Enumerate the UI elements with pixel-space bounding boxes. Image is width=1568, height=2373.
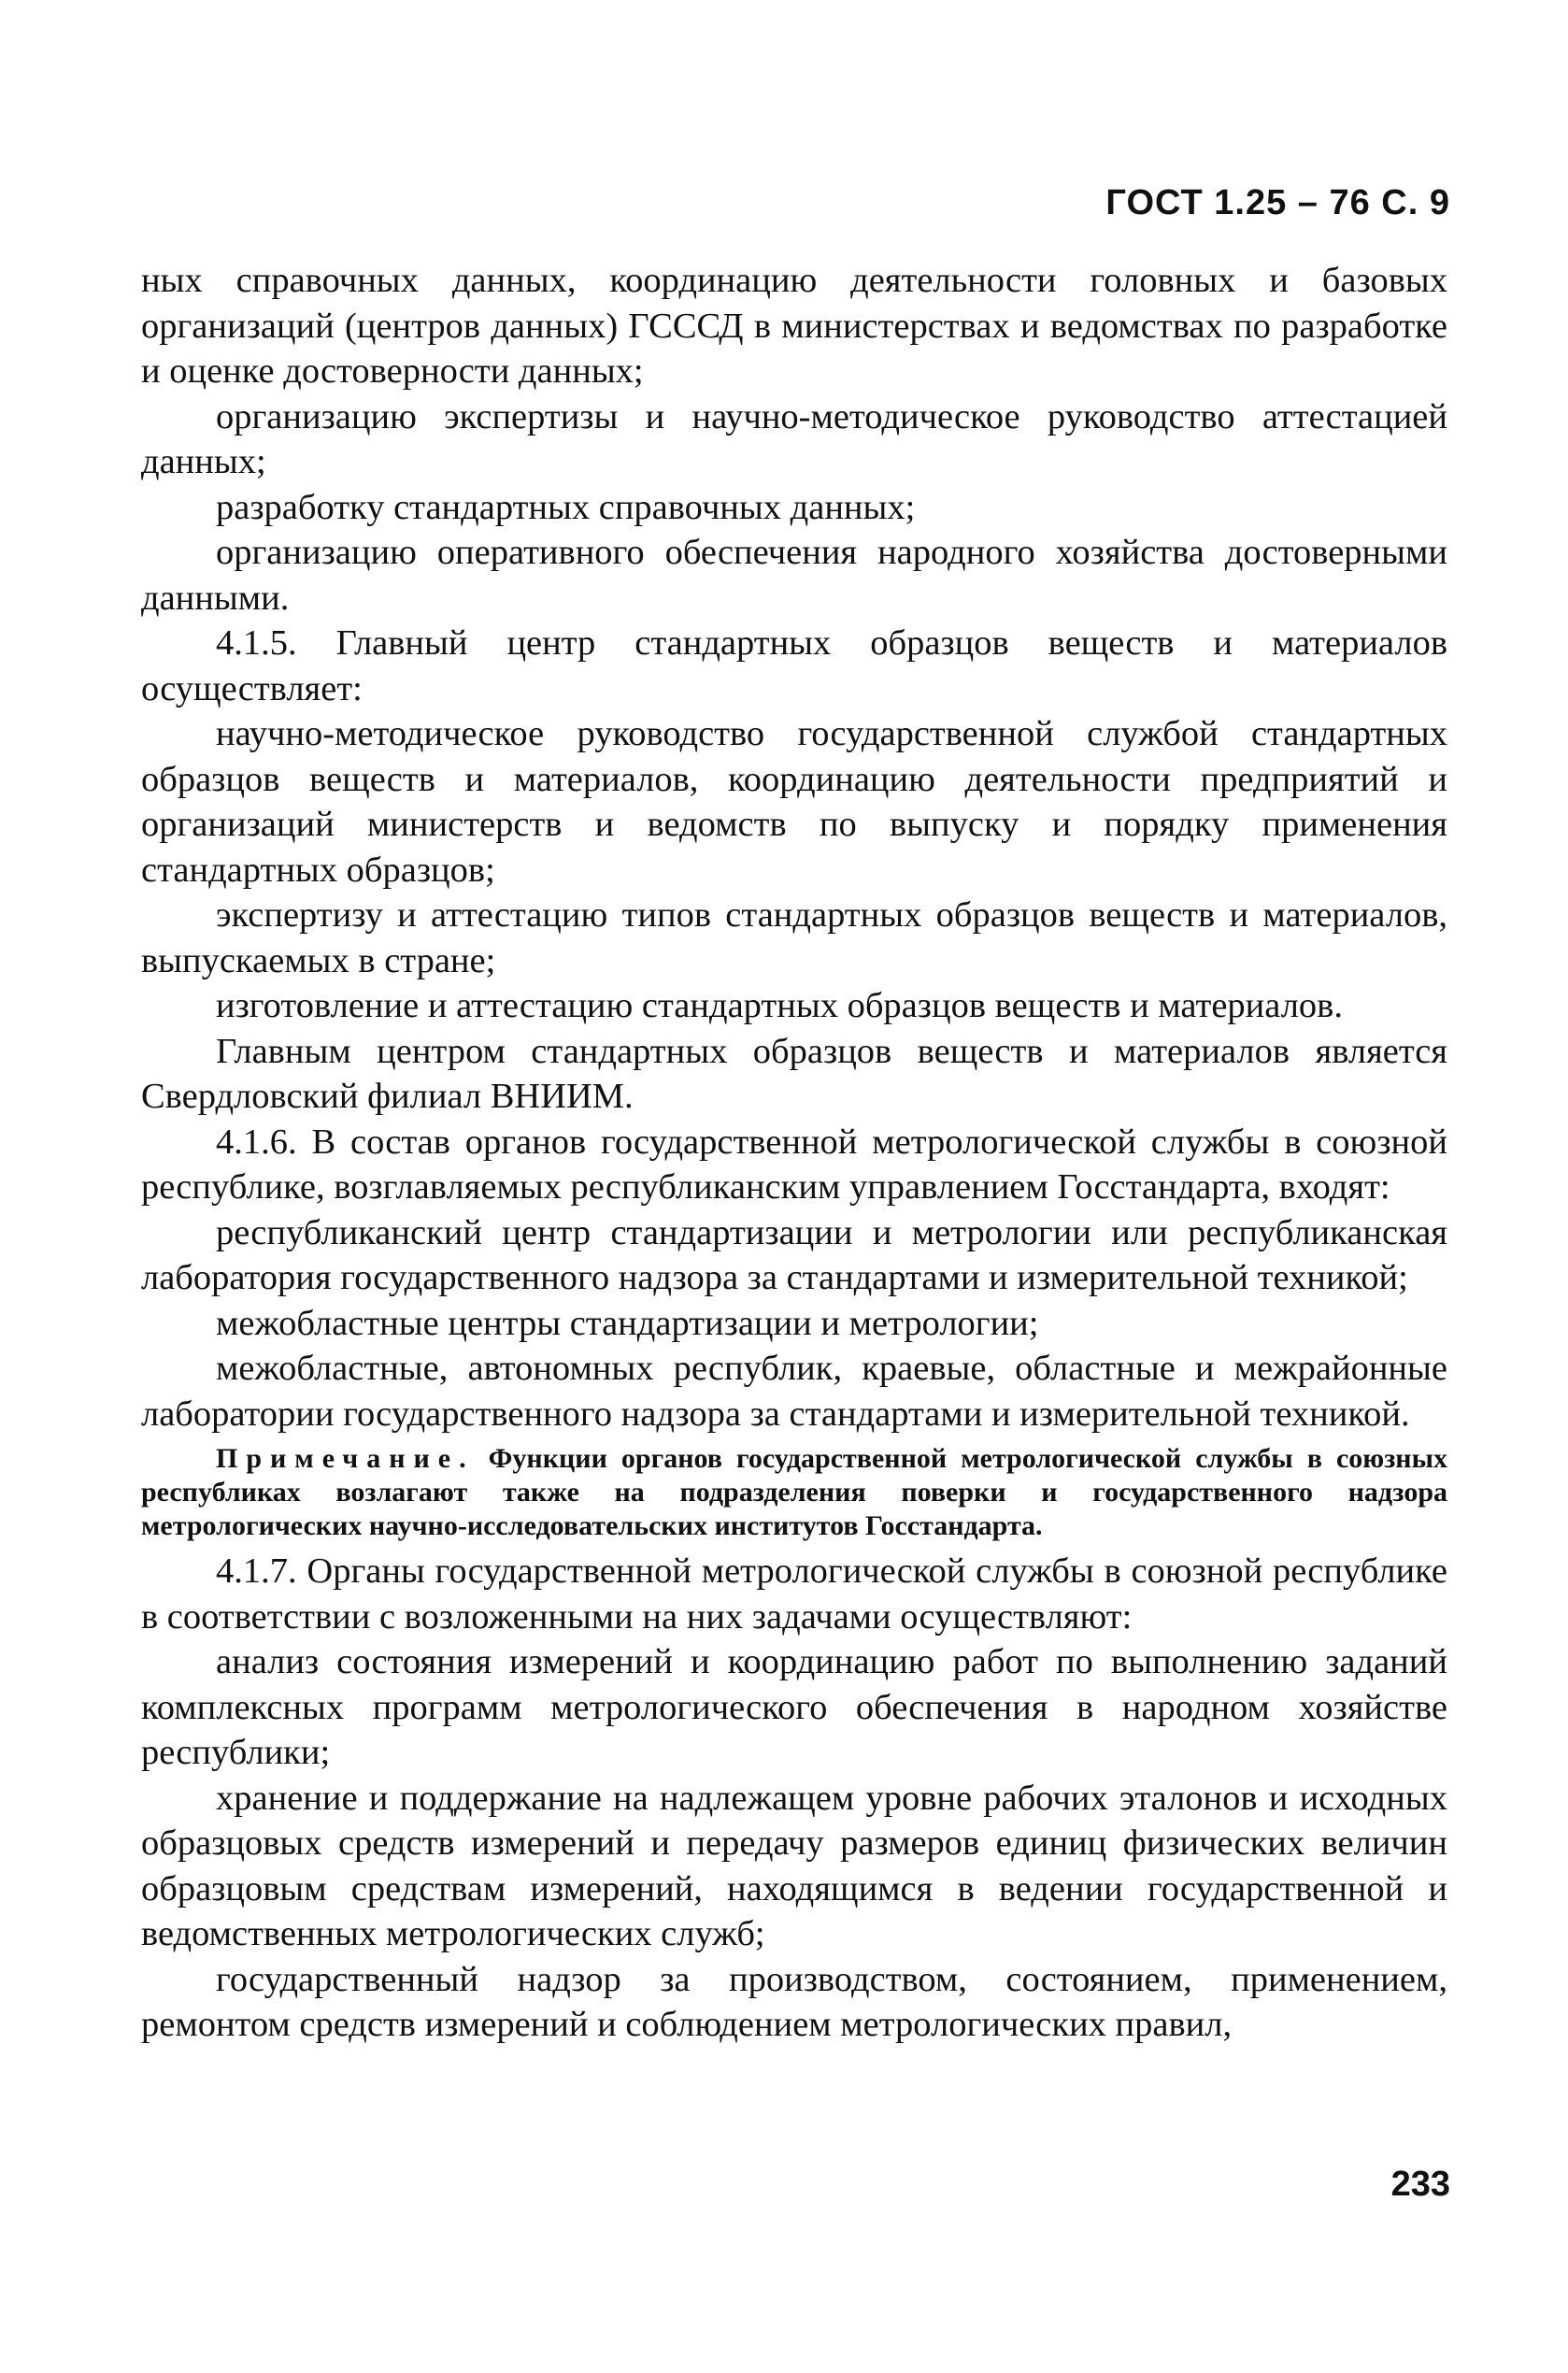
paragraph: организацию оперативного обеспечения народного хозяйства достоверными данными. xyxy=(141,533,1447,618)
note xyxy=(141,1442,1447,1543)
paragraph: хранение и поддержание на надлежащем уровне рабочих эталонов и исходных образцовых средств измерений и передачу размеров единиц физических величин образцовым средствам измерений, находящимся в ведении государственной и ведомственных метрологических служб; xyxy=(141,1778,1447,1953)
paragraph: 4.1.6. В состав органов государственной метрологической службы в союзной республике, возглавляемых республиканским управлением Госстандарта, входят: xyxy=(141,1122,1447,1207)
paragraph: изготовление и аттестацию стандартных образцов веществ и материалов. xyxy=(216,986,1343,1025)
paragraph: научно-методическое руководство государственной службой стандартных образцов веществ и материалов, координацию деятельности предприятий и организаций министерств и ведомств по выпуску и порядку применения стандартных образцов; xyxy=(141,714,1447,890)
paragraph: разработку стандартных справочных данных; xyxy=(216,487,916,527)
page-number: 233 xyxy=(1390,2165,1450,2204)
note-text: Функции органов государственной метрологической службы в союзных республиках возлагают также на подразделения поверки и государственного надзора метрологических научно-исследовательских институтов Госстандарта. xyxy=(141,1443,1447,1541)
paragraph: Главным центром стандартных образцов веществ и материалов является Свердловский филиал ВНИИМ. xyxy=(141,1031,1447,1116)
page-header: ГОСТ 1.25 – 76 С. 9 xyxy=(1105,183,1450,222)
note-label: Примечание. xyxy=(216,1443,475,1474)
paragraph: анализ состояния измерений и координацию работ по выполнению заданий комплексных программ метрологического обеспечения в народном хозяйстве республики; xyxy=(141,1642,1447,1772)
paragraph: 4.1.5. Главный центр стандартных образцов веществ и материалов осуществляет: xyxy=(141,623,1447,708)
paragraph: экспертизу и аттестацию типов стандартных образцов веществ и материалов, выпускаемых в стране; xyxy=(141,895,1447,980)
paragraph: межобластные, автономных республик, краевые, областные и межрайонные лаборатории государственного надзора за стандартами и измерительной техникой. xyxy=(141,1349,1447,1434)
paragraph: ных справочных данных, координацию деятельности головных и базовых организаций (центров данных) ГСССД в министерствах и ведомствах по разработке и оценке достоверности данных; xyxy=(141,261,1447,391)
paragraph: организацию экспертизы и научно-методическое руководство аттестацией данных; xyxy=(141,396,1447,481)
paragraph: государственный надзор за производством, состоянием, применением, ремонтом средств измерений и соблюдением метрологических правил, xyxy=(141,1959,1447,2044)
paragraph: 4.1.7. Органы государственной метрологической службы в союзной республике в соответствии с возложенными на них задачами осуществляют: xyxy=(141,1551,1447,1637)
body-text xyxy=(141,258,1447,2048)
paragraph: республиканский центр стандартизации и метрологии или республиканская лаборатория государственного надзора за стандартами и измерительной техникой; xyxy=(141,1212,1447,1297)
paragraph: межобластные центры стандартизации и метрологии; xyxy=(216,1303,1039,1343)
